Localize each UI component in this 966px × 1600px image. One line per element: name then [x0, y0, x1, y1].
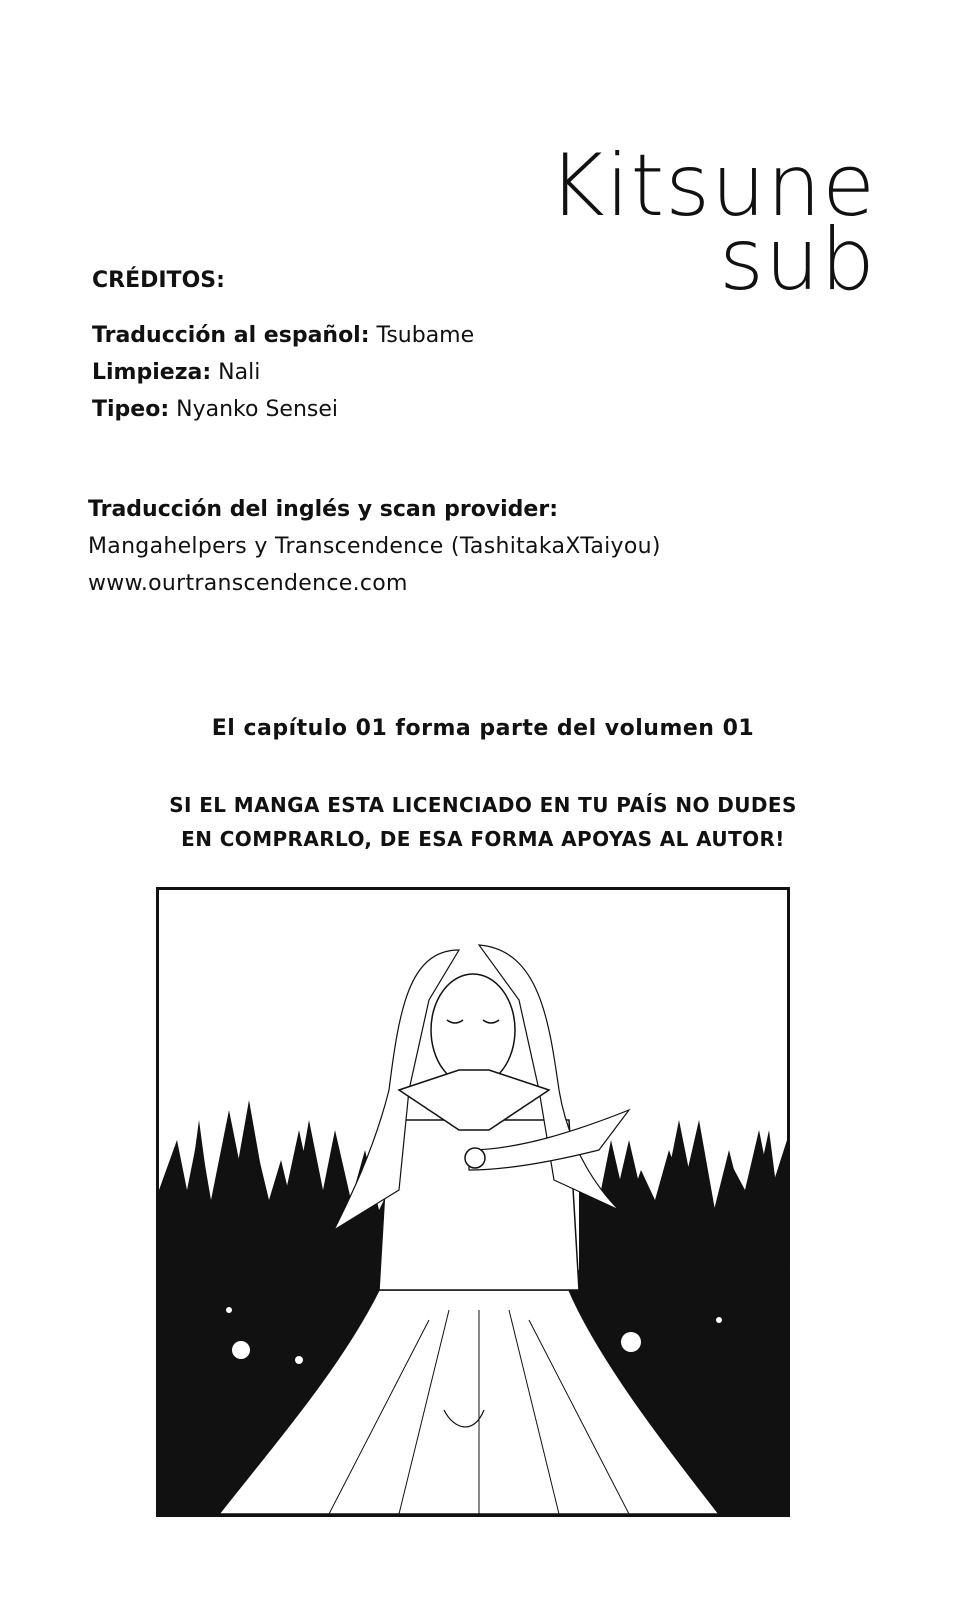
english-heading: Traducción del inglés y scan provider: — [88, 497, 559, 522]
logo-line-1: Kitsune — [548, 136, 876, 236]
girl-in-forest-illustration — [159, 890, 787, 1514]
website-text: www.ourtranscendence.com — [88, 571, 408, 596]
english-groups: Mangahelpers y Transcendence (TashitakaXTaiyou) — [88, 534, 661, 559]
notice-line-1: SI EL MANGA ESTA LICENCIADO EN TU PAÍS NO DUDES — [169, 793, 797, 817]
credit-role: Limpieza: — [92, 360, 212, 385]
license-notice — [0, 788, 966, 856]
credit-typesetting — [92, 397, 712, 422]
credit-name: Nali — [218, 360, 261, 385]
credit-cleaning — [92, 360, 712, 385]
credit-role: Tipeo: — [92, 397, 170, 422]
credits-section — [92, 268, 712, 434]
chapter-note: El capítulo 01 forma parte del volumen 01 — [211, 716, 755, 741]
credits-title: CRÉDITOS: — [92, 268, 225, 293]
logo-line-2: sub — [719, 209, 876, 310]
credit-translation — [92, 323, 712, 348]
credit-name: Tsubame — [376, 323, 475, 348]
manga-illustration-panel — [156, 887, 790, 1517]
notice-line-2: EN COMPRARLO, DE ESA FORMA APOYAS AL AUTOR! — [181, 827, 785, 851]
credit-role: Traducción al español: — [92, 323, 370, 348]
credit-name: Nyanko Sensei — [176, 397, 339, 422]
english-source-section — [88, 497, 788, 608]
